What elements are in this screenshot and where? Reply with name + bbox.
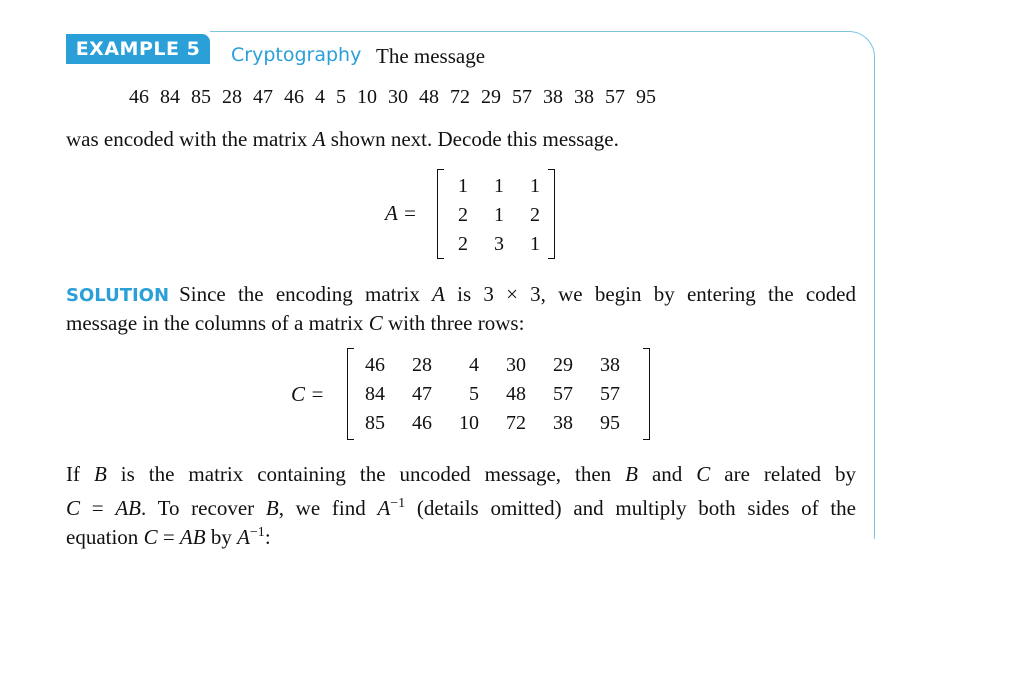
- matrix-cell: 1: [494, 175, 504, 197]
- bracket-tick: [347, 439, 354, 440]
- bracket-tick: [548, 258, 555, 259]
- matrix-cell: 5: [469, 383, 479, 405]
- bracket-tick: [643, 439, 650, 440]
- matrix-cell: 72: [506, 412, 526, 434]
- message-number: 85: [191, 86, 211, 108]
- message-number: 57: [512, 86, 532, 108]
- solution-line-2: message in the columns of a matrix C with three rows:: [66, 311, 525, 335]
- matrix-cell: 2: [530, 204, 540, 226]
- matrix-a-label: A =: [385, 201, 417, 225]
- message-number: 30: [388, 86, 408, 108]
- bracket-tick: [437, 169, 444, 170]
- message-number: 72: [450, 86, 470, 108]
- message-number: 29: [481, 86, 501, 108]
- matrix-c: [347, 349, 650, 439]
- message-number: 38: [543, 86, 563, 108]
- message-number: 46: [129, 86, 149, 108]
- example-badge: EXAMPLE 5: [66, 34, 210, 64]
- bracket-tick: [437, 258, 444, 259]
- matrix-cell: 57: [600, 383, 620, 405]
- matrix-cell: 1: [530, 175, 540, 197]
- message-number: 38: [574, 86, 594, 108]
- matrix-cell: 2: [458, 233, 468, 255]
- matrix-cell: 85: [365, 412, 385, 434]
- closing-line-2: C = AB. To recover B, we find $A^{-1}$ (details omitted) and multiply both sides of the: [66, 496, 856, 520]
- matrix-c-label: C =: [291, 382, 325, 406]
- matrix-a: [437, 170, 555, 258]
- message-number: 84: [160, 86, 180, 108]
- matrix-cell: 47: [412, 383, 432, 405]
- message-number: 4: [315, 86, 325, 108]
- matrix-cell: 1: [530, 233, 540, 255]
- matrix-cell: 4: [469, 354, 479, 376]
- message-number: 46: [284, 86, 304, 108]
- matrix-cell: 1: [494, 204, 504, 226]
- matrix-cell: 57: [553, 383, 573, 405]
- example-topic: Cryptography: [231, 44, 362, 66]
- matrix-cell: 95: [600, 412, 620, 434]
- message-number: 48: [419, 86, 439, 108]
- message-number: 10: [357, 86, 377, 108]
- closing-line-1: If B is the matrix containing the uncoded message, then B and C are related by: [66, 462, 856, 486]
- matrix-cell: 2: [458, 204, 468, 226]
- coded-message: [129, 86, 667, 109]
- example-lead: The message: [376, 44, 486, 68]
- message-number: 47: [253, 86, 273, 108]
- bracket-tick: [548, 169, 555, 170]
- matrix-cell: 46: [412, 412, 432, 434]
- matrix-cell: 84: [365, 383, 385, 405]
- solution-paragraph: [66, 280, 856, 338]
- solution-label: SOLUTION: [66, 285, 170, 306]
- bracket-tick: [347, 348, 354, 349]
- matrix-cell: 48: [506, 383, 526, 405]
- matrix-cell: 30: [506, 354, 526, 376]
- message-number: 5: [336, 86, 346, 108]
- matrix-cell: 28: [412, 354, 432, 376]
- bracket-tick: [643, 348, 650, 349]
- matrix-cell: 38: [553, 412, 573, 434]
- message-number: 28: [222, 86, 242, 108]
- matrix-cell: 38: [600, 354, 620, 376]
- encoded-sentence: was encoded with the matrix A shown next. Decode this message.: [66, 127, 619, 151]
- matrix-cell: 46: [365, 354, 385, 376]
- matrix-cell: 29: [553, 354, 573, 376]
- closing-paragraph: [66, 460, 856, 547]
- matrix-cell: 1: [458, 175, 468, 197]
- message-number: 95: [636, 86, 656, 108]
- matrix-cell: 3: [494, 233, 504, 255]
- closing-line-3: equation C = AB by $A^{-1}$:: [66, 525, 271, 549]
- matrix-cell: 10: [459, 412, 479, 434]
- message-number: 57: [605, 86, 625, 108]
- solution-line-1: Since the encoding matrix A is 3 × 3, we begin by entering the coded: [179, 282, 857, 306]
